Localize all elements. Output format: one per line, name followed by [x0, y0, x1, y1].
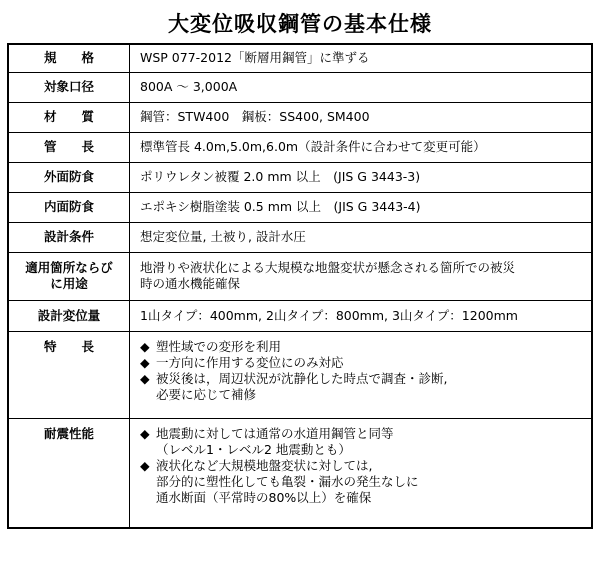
row-value-internal-coating: エポキシ樹脂塗装 0.5 mm 以上 (JIS G 3443-4)	[130, 192, 593, 222]
bullet-line: 被災後は，周辺状況が沈静化した時点で調査・診断,	[156, 370, 448, 386]
row-label-standard: 規 格	[8, 44, 130, 72]
row-value-material: 鋼管：STW400 鋼板：SS400, SM400	[130, 102, 593, 132]
row-value-seismic-performance	[130, 418, 593, 528]
row-label-material: 材 質	[8, 102, 130, 132]
row-value-features	[130, 331, 593, 418]
table-row	[8, 102, 592, 132]
row-label-application	[8, 252, 130, 300]
table-row	[8, 44, 592, 72]
table-row	[8, 252, 592, 300]
list-item	[140, 355, 585, 371]
bullet-line: 塑性域での変形を利用	[156, 338, 282, 354]
bullet-line: （レベル1・レベル2 地震動とも）	[156, 441, 351, 457]
row-label-features: 特 長	[8, 331, 130, 418]
row-value-diameter: 800A ～ 3,000A	[130, 72, 593, 102]
table-row	[8, 162, 592, 192]
bullet-line: 必要に応じて補修	[156, 386, 257, 402]
list-item	[140, 339, 585, 355]
row-label-pipe-length: 管 長	[8, 132, 130, 162]
diamond-bullet-icon: ◆	[140, 370, 150, 386]
value-line: 時の通水機能確保	[140, 276, 241, 291]
list-item	[140, 426, 585, 458]
row-value-standard: WSP 077-2012「断層用鋼管」に準ずる	[130, 44, 593, 72]
table-row	[8, 132, 592, 162]
row-value-design-conditions: 想定変位量, 土被り, 設計水圧	[130, 222, 593, 252]
label-line: に用途	[50, 276, 88, 291]
diamond-bullet-icon: ◆	[140, 354, 150, 370]
bullet-line: 通水断面（平常時の80%以上）を確保	[156, 489, 372, 505]
row-value-application	[130, 252, 593, 300]
table-row	[8, 222, 592, 252]
document-title: 大変位吸収鋼管の基本仕様	[168, 12, 432, 36]
row-label-external-coating: 外面防食	[8, 162, 130, 192]
value-line: 地滑りや液状化による大規模な地盤変状が懸念される箇所での被災	[140, 260, 516, 275]
row-label-design-conditions: 設計条件	[8, 222, 130, 252]
diamond-bullet-icon: ◆	[140, 425, 150, 441]
bullet-line: 一方向に作用する変位にのみ対応	[156, 354, 344, 370]
table-row	[8, 192, 592, 222]
spec-table	[7, 43, 593, 529]
row-label-seismic-performance: 耐震性能	[8, 418, 130, 528]
bullet-line: 液状化など大規模地盤変状に対しては,	[156, 457, 373, 473]
label-line: 適用箇所ならび	[25, 260, 113, 275]
diamond-bullet-icon: ◆	[140, 338, 150, 354]
bullet-line: 部分的に塑性化しても亀裂・漏水の発生なしに	[156, 473, 419, 489]
row-label-diameter: 対象口径	[8, 72, 130, 102]
row-value-design-displacement: 1山タイプ：400mm, 2山タイプ：800mm, 3山タイプ：1200mm	[130, 300, 593, 331]
diamond-bullet-icon: ◆	[140, 457, 150, 473]
row-value-pipe-length: 標準管長 4.0m,5.0m,6.0m（設計条件に合わせて変更可能）	[130, 132, 593, 162]
row-value-external-coating: ポリウレタン被覆 2.0 mm 以上 (JIS G 3443-3)	[130, 162, 593, 192]
table-row	[8, 418, 592, 528]
row-label-internal-coating: 内面防食	[8, 192, 130, 222]
table-row	[8, 300, 592, 331]
row-label-design-displacement: 設計変位量	[8, 300, 130, 331]
list-item	[140, 458, 585, 506]
table-row	[8, 72, 592, 102]
list-item	[140, 371, 585, 403]
table-row	[8, 331, 592, 418]
bullet-line: 地震動に対しては通常の水道用鋼管と同等	[156, 425, 394, 441]
